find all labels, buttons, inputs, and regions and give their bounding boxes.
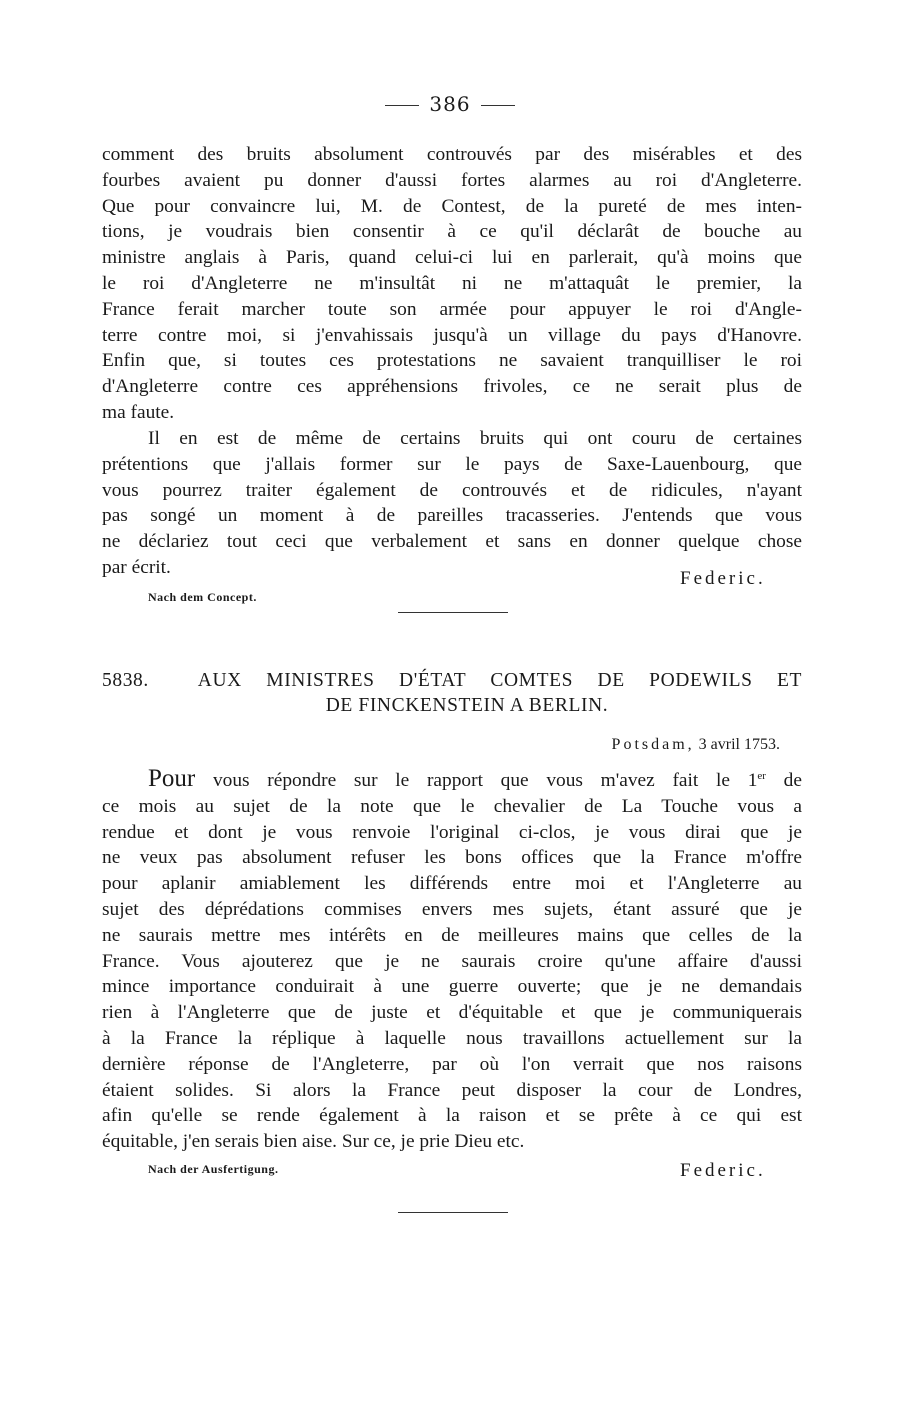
text-line: prétentions que j'allais former sur le pays de Saxe-Lauenbourg, que [102, 453, 802, 475]
dateline [612, 736, 780, 754]
letter-addressee: AUX MINISTRES D'ÉTAT COMTES DE PODEWILS ET [197, 670, 803, 691]
letter-heading-line1 [102, 668, 802, 693]
text-line: rendue et dont je vous renvoie l'original ci-clos, je vous dirai que je [102, 821, 802, 843]
text-line: Il en est de même de certains bruits qui ont couru de certaines [148, 428, 802, 449]
text-line: mince importance conduirait à une guerre ouverte; que je ne demandais [102, 976, 802, 998]
text-line: ce mois au sujet de la note que le chevalier de La Touche vous a [102, 795, 802, 817]
text-line: d'Angleterre contre ces appréhensions frivoles, ce ne serait plus de [102, 376, 802, 398]
text-line: ne déclariez tout ceci que verbalement et sans en donner quelque chose [102, 531, 802, 553]
continuation-paragraph-2 [102, 426, 802, 581]
text-line: ne veux pas absolument refuser les bons offices que la France m'offre [102, 847, 802, 869]
letter-number: 5838. [102, 670, 149, 691]
text-line: dernière réponse de l'Angleterre, par où l'on verrait que nos raisons [102, 1053, 802, 1075]
text-line: pas songé un moment à de pareilles tracasseries. J'entends que vous [102, 505, 802, 527]
text-line: comment des bruits absolument controuvés par des misérables et des [102, 144, 802, 165]
text-line: le roi d'Angleterre ne m'insultât ni ne m'attaquât le premier, la [102, 272, 802, 294]
text-line: rien à l'Angleterre que de juste et d'équitable et que je communiquerais [102, 1002, 802, 1024]
source-note-2: Nach der Ausfertigung. [148, 1162, 279, 1176]
page-header [0, 92, 900, 116]
text-line: fourbes avaient pu donner d'aussi fortes alarmes au roi d'Angleterre. [102, 169, 802, 191]
text-line: ma faute. [102, 401, 175, 423]
signature-1: Federic. [680, 568, 766, 589]
source-note-1: Nach dem Concept. [148, 590, 257, 604]
letter-body [102, 764, 802, 1155]
text-line: Que pour convaincre lui, M. de Contest, de la pureté de mes inten- [102, 195, 802, 217]
text-line: ne saurais mettre mes intérêts en de meilleures mains que celles de la [102, 924, 802, 946]
text-line: Enfin que, si toutes ces protestations ne savaient tranquilliser le roi [102, 350, 802, 372]
page-number: 386 [429, 92, 471, 116]
continuation-paragraph-1 [102, 142, 802, 426]
text-line: équitable, j'en serais bien aise. Sur ce, je prie Dieu etc. [102, 1131, 525, 1153]
letter-heading [102, 668, 802, 718]
section-divider-2 [398, 1212, 508, 1213]
text-line: Pour vous répondre sur le rapport que vous m'avez fait le 1er de [148, 765, 802, 792]
text-line: vous pourrez traiter également de controuvés et de ridicules, n'ayant [102, 479, 802, 501]
header-dash-right [481, 105, 515, 106]
text-line: France. Vous ajouterez que je ne saurais croire qu'une affaire d'aussi [102, 950, 802, 972]
text-line: France ferait marcher toute son armée pour appuyer le roi d'Angle- [102, 298, 802, 320]
text-line: pour aplanir amiablement les différends entre moi et l'Angleterre au [102, 873, 802, 895]
signature-2: Federic. [680, 1160, 766, 1181]
text-line: ministre anglais à Paris, quand celui-ci lui en parlerait, qu'à moins que [102, 247, 802, 269]
dateline-date: 3 avril 1753. [698, 736, 780, 753]
text-line: terre contre moi, si j'envahissais jusqu'à un village du pays d'Hanovre. [102, 324, 802, 346]
text-line: tions, je voudrais bien consentir à ce qu'il déclarât de bouche au [102, 221, 802, 243]
text-line: étaient solides. Si alors la France peut disposer la cour de Londres, [102, 1079, 802, 1101]
text-line: sujet des déprédations commises envers mes sujets, étant assuré que je [102, 898, 802, 920]
section-divider-1 [398, 612, 508, 613]
initial-word: Pour [148, 765, 196, 792]
header-dash-left [385, 105, 419, 106]
letter-heading-line2: DE FINCKENSTEIN A BERLIN. [325, 695, 609, 716]
text-line: à la France la réplique à laquelle nous travaillons actuellement sur la [102, 1027, 802, 1049]
text-line: par écrit. [102, 556, 171, 578]
text-line: afin qu'elle se rende également à la raison et se prête à ce qui est [102, 1105, 802, 1127]
dateline-place: Potsdam, [611, 736, 695, 753]
